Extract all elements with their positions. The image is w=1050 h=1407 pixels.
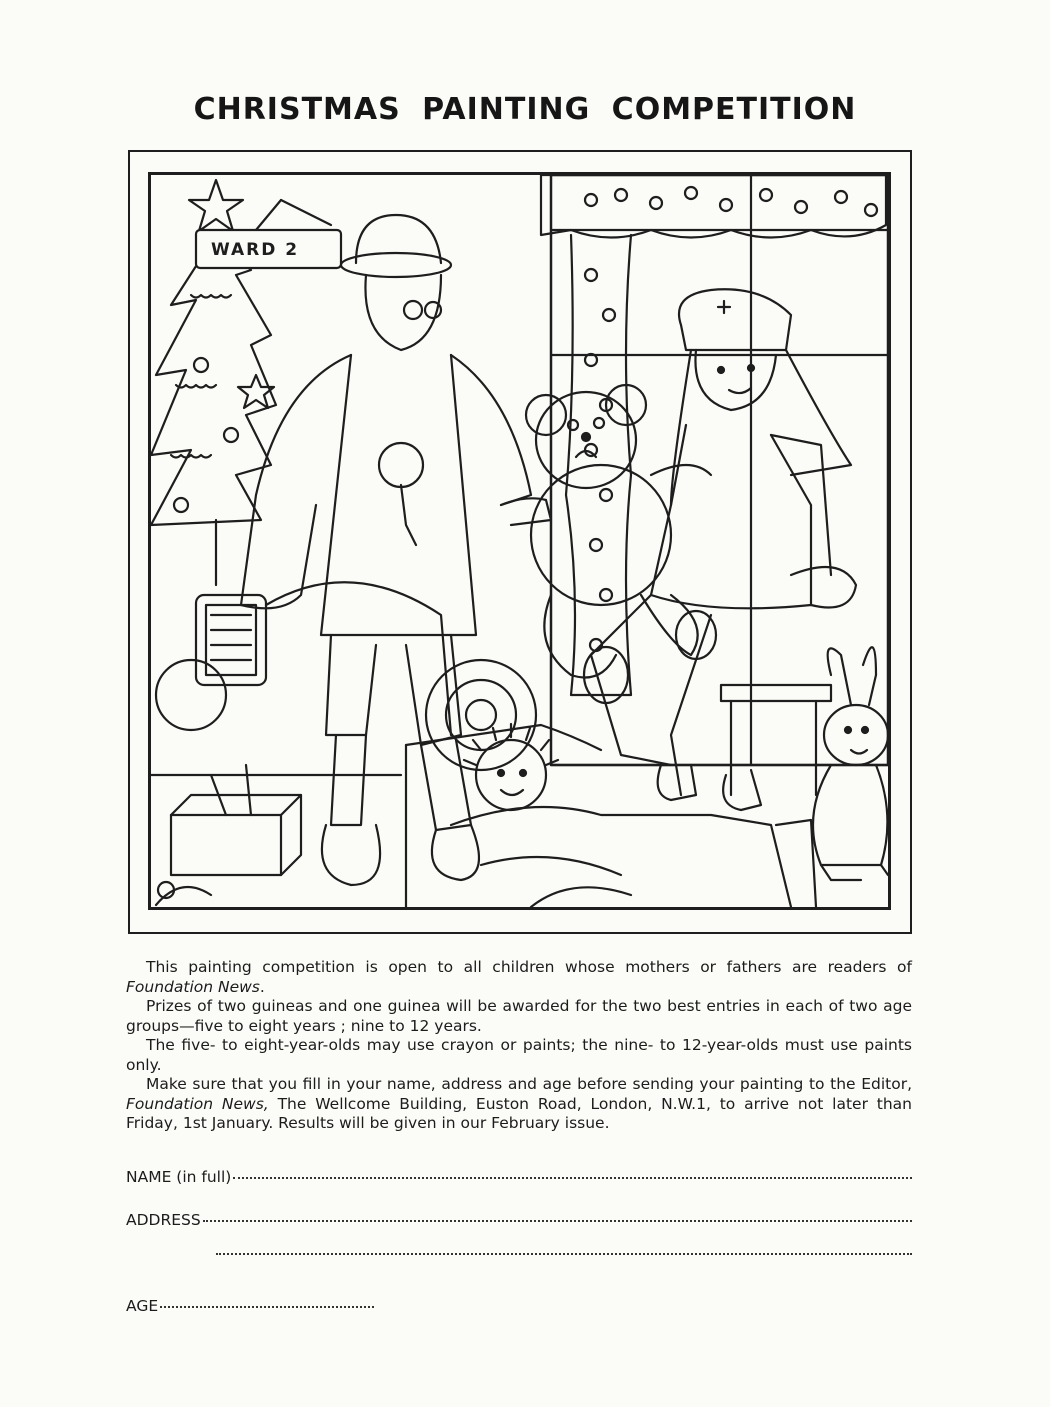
curtain	[541, 175, 886, 695]
ward-sign	[196, 200, 341, 268]
address-dotted-line-2[interactable]	[216, 1252, 912, 1255]
ward-sign-text: WARD 2	[211, 240, 300, 260]
toy-car	[156, 582, 536, 770]
page-title: CHRISTMAS PAINTING COMPETITION	[193, 92, 857, 127]
competition-rules-text	[126, 958, 912, 1134]
age-dotted-line[interactable]	[160, 1305, 374, 1308]
boy-figure	[241, 215, 551, 885]
age-field[interactable]	[126, 1297, 374, 1315]
toy-bunny	[813, 647, 888, 880]
rules-paragraph-4: Make sure that you fill in your name, address and age before sending your painting to the Editor, Foundation News, The Wellcome Building, Euston Road, London, N.W.1, to arrive not later than Friday, 1st January. Results will be given in our February issue.	[126, 1075, 913, 1132]
address-label: ADDRESS	[126, 1211, 201, 1229]
nurse-figure	[591, 289, 856, 810]
age-label: AGE	[126, 1297, 159, 1315]
coloring-illustration	[148, 172, 891, 910]
rules-paragraph-3: The five- to eight-year-olds may use crayon or paints; the nine- to 12-year-olds must use paints only.	[126, 1036, 912, 1074]
rules-paragraph-2: Prizes of two guineas and one guinea will be awarded for the two best entries in each of two age groups—five to eight years ; nine to 12 years.	[126, 997, 912, 1035]
name-label: NAME (in full)	[126, 1168, 232, 1186]
name-dotted-line[interactable]	[233, 1176, 912, 1179]
teddy-bear	[526, 385, 716, 703]
address-dotted-line[interactable]	[203, 1219, 912, 1222]
rules-paragraph-1: This painting competition is open to all children whose mothers or fathers are readers of Foundation News.	[126, 958, 912, 996]
address-field-line-2[interactable]	[216, 1255, 912, 1258]
address-field[interactable]	[126, 1211, 912, 1229]
toolbox	[156, 765, 301, 905]
window	[551, 175, 888, 765]
bed-with-doll	[406, 724, 816, 907]
name-field[interactable]	[126, 1168, 912, 1186]
